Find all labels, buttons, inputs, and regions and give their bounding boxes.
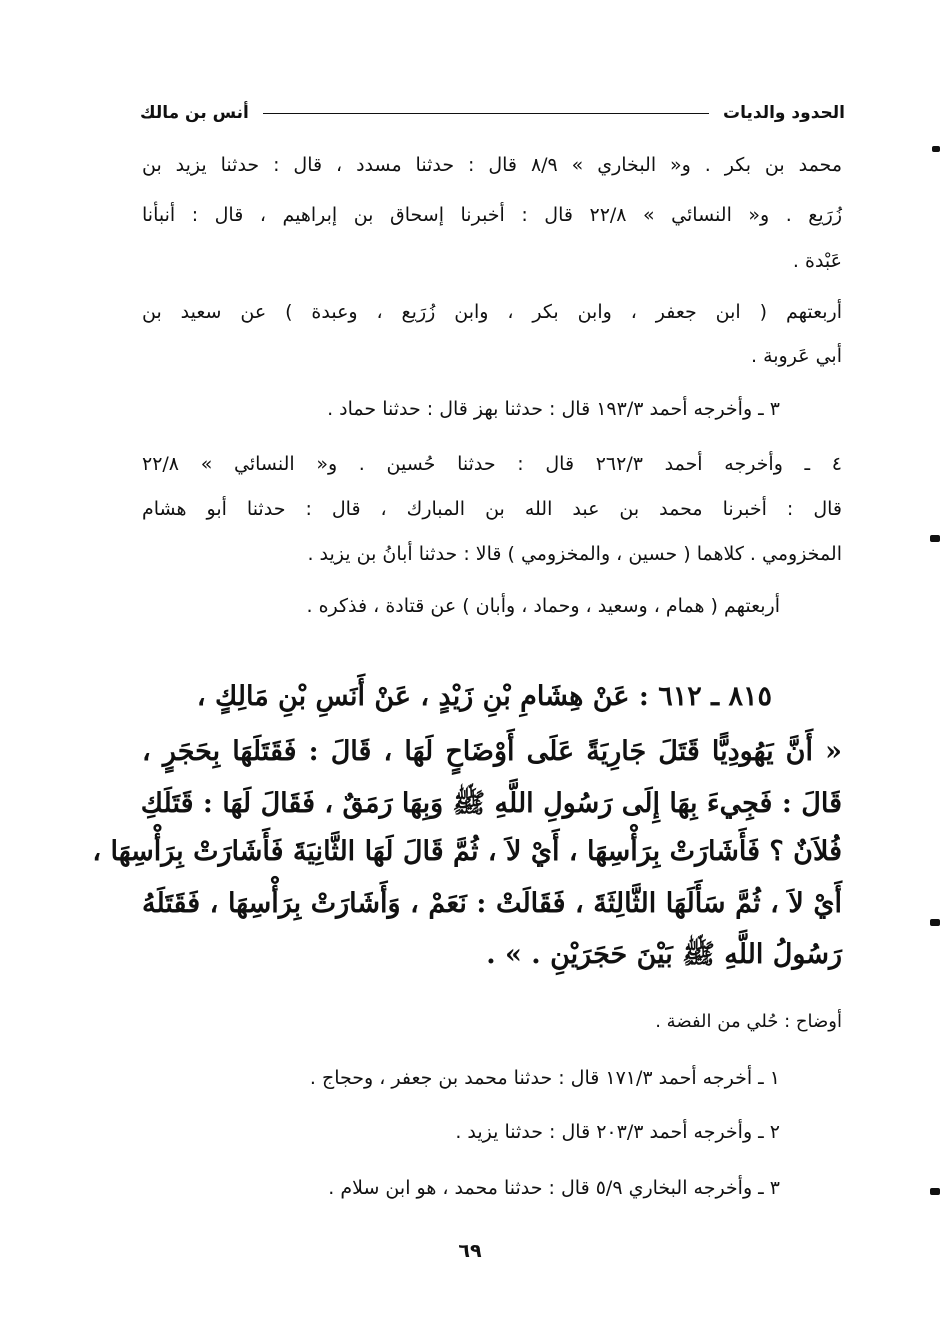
edge-mark: [930, 919, 940, 926]
header-narrator-title: أنس بن مالك: [140, 103, 249, 123]
hadith-line: فُلاَنٌ ؟ فَأَشَارَتْ بِرَأْسِهَا ، أَيْ لاَ ، ثُمَّ قَالَ لَهَا الثَّانِيَةَ فَأَشَارَتْ بِرَأْسِهَا ،: [92, 836, 842, 867]
text-line: عَبْدة .: [792, 250, 842, 272]
text-line: زُرَيع . و« النسائي » ٢٢/٨ قال : أخبرنا إسحاق بن إبراهيم ، قال : أنبأنا: [142, 204, 843, 226]
hadith-line: « أَنَّ يَهُودِيًّا قَتَلَ جَارِيَةً عَلَى أَوْضَاحٍ لَهَا ، قَالَ : فَقَتَلَهَا بِحَجَرٍ ،: [142, 736, 842, 767]
page-number: ٦٩: [458, 1240, 482, 1262]
header-rule: [263, 113, 709, 114]
hadith-line: رَسُولُ اللَّهِ ﷺ بَيْنَ حَجَرَيْنِ . » .: [486, 939, 842, 970]
text-line: قال : أخبرنا محمد بن عبد الله بن المبارك ، قال : حدثنا أبو هشام: [142, 498, 842, 520]
text-line: أربعتهم ( همام ، وسعيد ، وحماد ، وأبان ) عن قتادة ، فذكره .: [306, 595, 780, 617]
hadith-line: قَالَ : فَجِيءَ بِهَا إِلَى رَسُولِ اللَّهِ ﷺ وَبِهَا رَمَقٌ ، فَقَالَ لَهَا : قَتَلَكِ: [140, 788, 842, 819]
gloss-note: أوضاح : حُلي من الفضة .: [655, 1011, 842, 1032]
text-line: ٣ ـ وأخرجه أحمد ١٩٣/٣ قال : حدثنا بهز قال : حدثنا حماد .: [327, 398, 780, 420]
text-line: ٤ ـ وأخرجه أحمد ٢٦٢/٣ قال : حدثنا حُسين . و« النسائي » ٢٢/٨: [142, 453, 843, 475]
text-line: محمد بن بكر . و« البخاري » ٨/٩ قال : حدثنا مسدد ، قال : حدثنا يزيد بن: [142, 154, 842, 176]
text-line: المخزومي . كلاهما ( حسين ، والمخزومي ) قالا : حدثنا أبانُ بن يزيد .: [307, 543, 842, 565]
text-line: ٣ ـ وأخرجه البخاري ٥/٩ قال : حدثنا محمد ، هو ابن سلام .: [328, 1177, 780, 1199]
hadith-heading: ٨١٥ ـ ٦١٢ : عَنْ هِشَامِ بْنِ زَيْدٍ ، عَنْ أَنَسِ بْنِ مَالِكٍ ،: [196, 681, 772, 712]
hadith-line: أَيْ لاَ ، ثُمَّ سَأَلَهَا الثَّالِثَةَ ، فَقَالَتْ : نَعَمْ ، وَأَشَارَتْ بِرَأْسِهَا ، فَقَتَلَهُ: [142, 888, 842, 919]
text-line: ١ ـ أخرجه أحمد ١٧١/٣ قال : حدثنا محمد بن جعفر ، وحجاج .: [309, 1067, 780, 1089]
edge-mark: [930, 535, 940, 542]
text-line: أبي عَروبة .: [751, 345, 842, 367]
edge-mark: [932, 146, 940, 152]
text-line: أربعتهم ( ابن جعفر ، وابن بكر ، وابن زُرَيع ، وعبدة ) عن سعيد بن: [142, 301, 842, 323]
header-chapter-title: الحدود والديات: [723, 103, 845, 123]
edge-mark: [930, 1188, 940, 1195]
text-line: ٢ ـ وأخرجه أحمد ٢٠٣/٣ قال : حدثنا يزيد .: [455, 1121, 780, 1143]
running-header: [140, 98, 845, 128]
